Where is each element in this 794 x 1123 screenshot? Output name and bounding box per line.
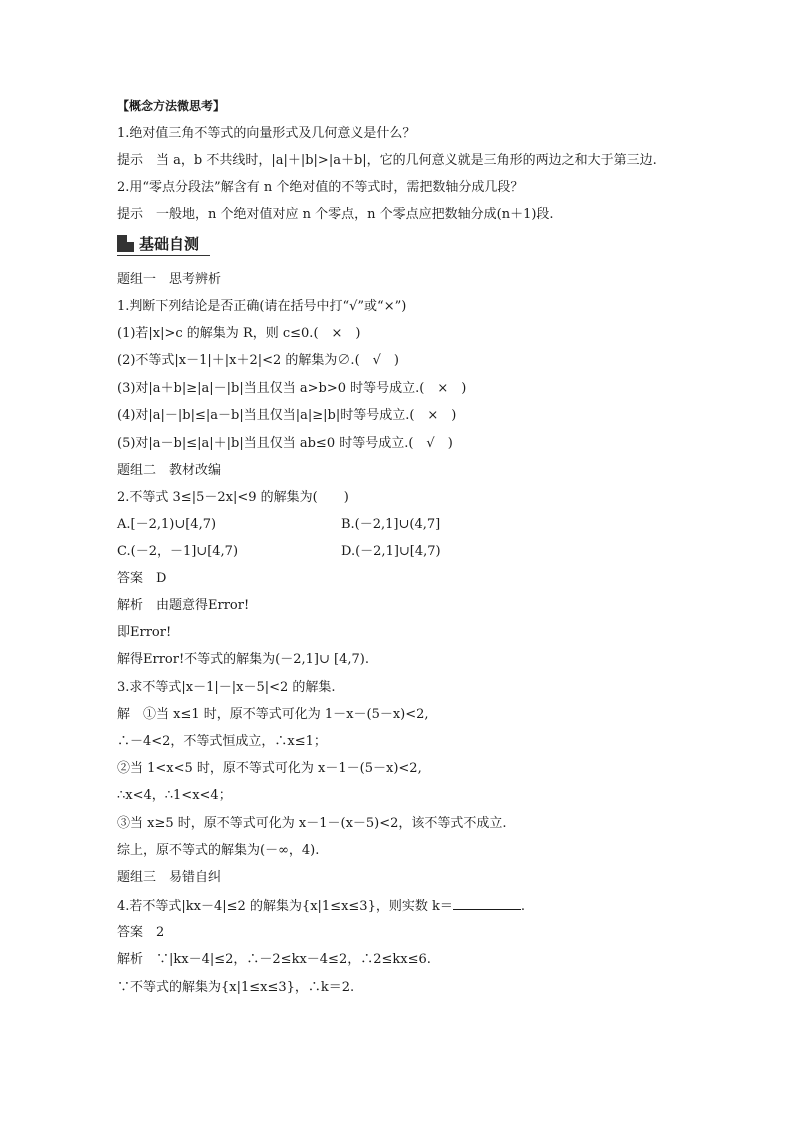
judge-item-5: (5)对|a－b|≤|a|＋|b|当且仅当 ab≤0 时等号成立.( √ ) bbox=[117, 436, 453, 451]
question-2-answer: 答案 D bbox=[117, 571, 167, 586]
judge-item-4: (4)对|a|－|b|≤|a－b|当且仅当|a|≥|b|时等号成立.( × ) bbox=[117, 408, 457, 423]
concept-question-2: 2.用“零点分段法”解含有 n 个绝对值的不等式时，需把数轴分成几段？ bbox=[117, 180, 524, 195]
group2-title: 题组二 教材改编 bbox=[117, 463, 222, 478]
section-square-icon bbox=[117, 235, 134, 252]
concept-header: 【概念方法微思考】 bbox=[117, 99, 226, 113]
question-3-solution-5: ③当 x≥5 时，原不等式可化为 x－1－(x－5)<2，该不等式不成立. bbox=[117, 816, 507, 831]
concept-hint-1: 提示 当 a，b 不共线时，|a|＋|b|>|a＋b|，它的几何意义就是三角形的两边之和大于第三边. bbox=[117, 153, 657, 168]
question-3-solution-6: 综上，原不等式的解集为(－∞，4). bbox=[117, 843, 320, 858]
concept-question-1: 1.绝对值三角不等式的向量形式及几何意义是什么？ bbox=[117, 126, 416, 141]
group3-title: 题组三 易错自纠 bbox=[117, 870, 222, 885]
question-4-answer: 答案 2 bbox=[117, 925, 165, 940]
section-title: 基础自测 bbox=[139, 234, 200, 253]
option-a: A.[－2,1)∪[4,7) bbox=[117, 517, 217, 532]
question-3-solution-2: ∴－4<2，不等式恒成立，∴x≤1； bbox=[117, 734, 327, 749]
question-3-solution-1: 解 ①当 x≤1 时，原不等式可化为 1－x－(5－x)<2, bbox=[117, 707, 429, 722]
question-1-stem: 1.判断下列结论是否正确(请在括号中打“√”或“×”) bbox=[117, 299, 407, 314]
concept-hint-2: 提示 一般地，n 个绝对值对应 n 个零点，n 个零点应把数轴分成(n＋1)段. bbox=[117, 207, 554, 222]
answer-blank bbox=[453, 897, 521, 910]
question-2-analysis-2: 即Error! bbox=[117, 625, 172, 640]
question-2-analysis-1: 解析 由题意得Error! bbox=[117, 598, 250, 613]
question-3-solution-4: ∴x<4，∴1<x<4； bbox=[117, 788, 232, 803]
section-underline bbox=[117, 255, 210, 256]
question-4-analysis-1: 解析 ∵|kx－4|≤2，∴－2≤kx－4≤2，∴2≤kx≤6. bbox=[117, 952, 431, 967]
question-4-analysis-2: ∵不等式的解集为{x|1≤x≤3}，∴k＝2. bbox=[117, 980, 355, 995]
option-c: C.(－2，－1]∪[4,7) bbox=[117, 544, 239, 559]
judge-item-2: (2)不等式|x－1|＋|x＋2|<2 的解集为∅.( √ ) bbox=[117, 353, 399, 368]
judge-item-1: (1)若|x|>c 的解集为 R，则 c≤0.( × ) bbox=[117, 326, 361, 341]
question-2-analysis-3: 解得Error!不等式的解集为(－2,1]∪ [4,7). bbox=[117, 652, 369, 667]
question-3-solution-3: ②当 1<x<5 时，原不等式可化为 x－1－(5－x)<2, bbox=[117, 761, 422, 776]
question-3-stem: 3.求不等式|x－1|－|x－5|<2 的解集. bbox=[117, 680, 336, 695]
option-b: B.(－2,1]∪(4,7] bbox=[341, 517, 441, 532]
question-4-end: . bbox=[520, 899, 526, 914]
option-d: D.(－2,1]∪[4,7) bbox=[341, 544, 441, 559]
question-4-stem: 4.若不等式|kx－4|≤2 的解集为{x|1≤x≤3}，则实数 k＝ bbox=[117, 899, 453, 914]
question-4-stem-line bbox=[117, 897, 525, 916]
group1-title: 题组一 思考辨析 bbox=[117, 272, 222, 287]
question-2-stem: 2.不等式 3≤|5－2x|<9 的解集为( ) bbox=[117, 490, 349, 505]
section-header bbox=[117, 232, 199, 254]
judge-item-3: (3)对|a＋b|≥|a|－|b|当且仅当 a>b>0 时等号成立.( × ) bbox=[117, 381, 467, 396]
